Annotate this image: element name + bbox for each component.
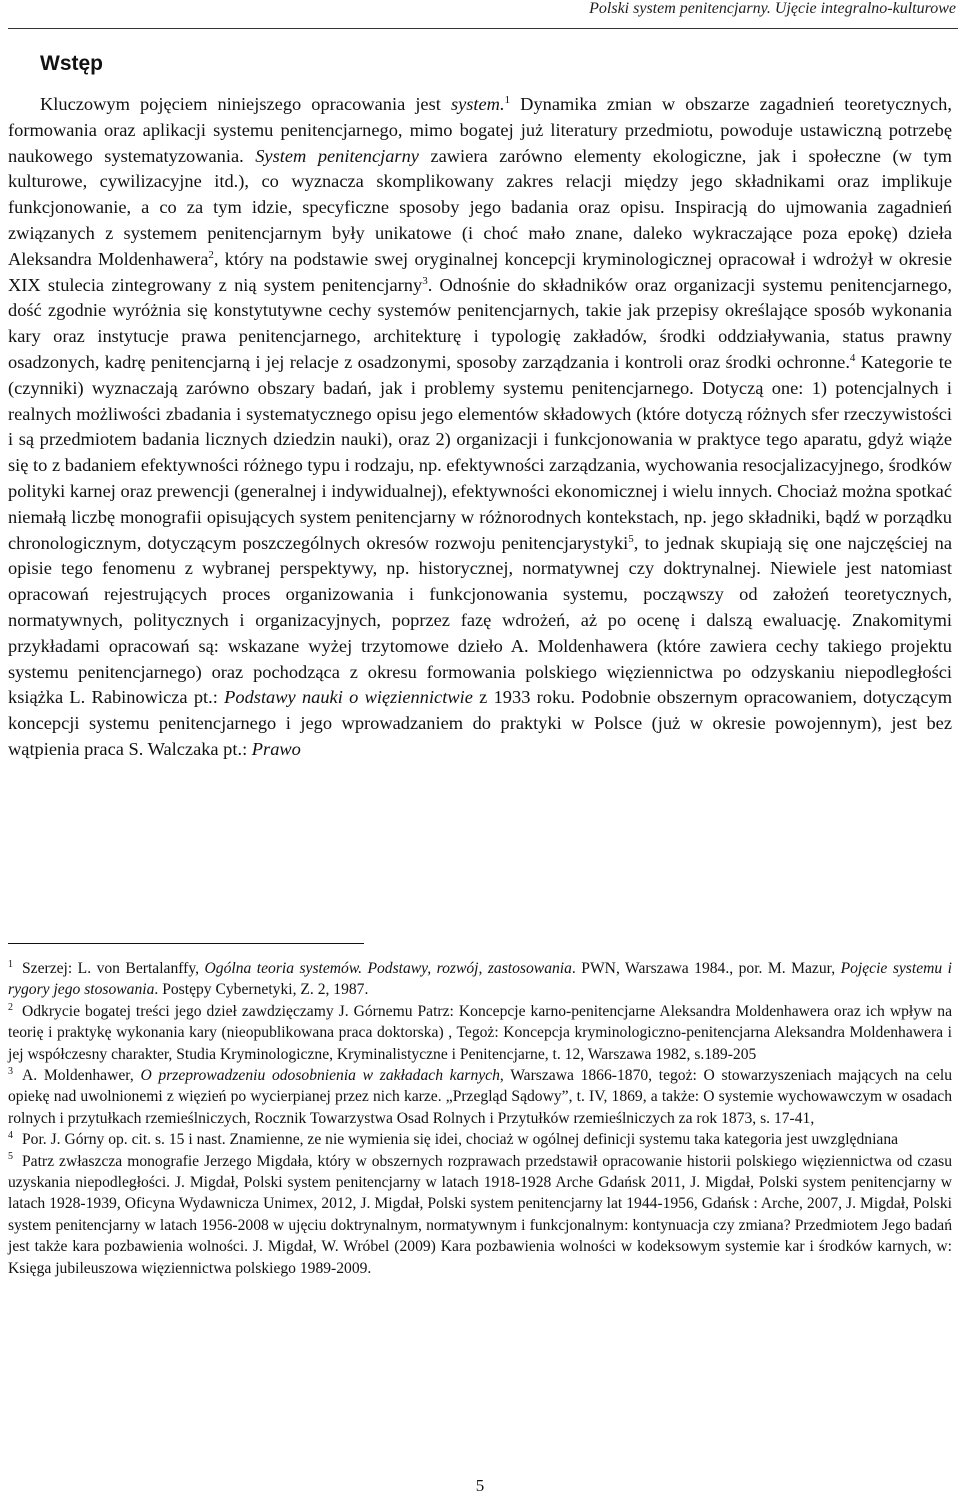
body-italic-text: System penitencjarny — [255, 145, 419, 166]
footnote-number: 1 — [8, 958, 13, 970]
footnote-ref[interactable]: 3 — [422, 274, 428, 287]
section-heading: Wstęp — [40, 52, 103, 75]
body-italic-text: Podstawy nauki o więziennictwie — [224, 687, 473, 708]
body-text: Kluczowym pojęciem niniejszego opracowania jest — [40, 94, 451, 114]
footnote-3 — [8, 1065, 952, 1129]
footnote-number: 2 — [8, 1001, 13, 1013]
footnote-5 — [8, 1151, 952, 1279]
footnotes — [8, 958, 952, 1279]
body-paragraph — [8, 92, 952, 763]
footnote-text: . Postępy Cybernetyki, Z. 2, 1987. — [154, 981, 369, 999]
footnote-text: Patrz zwłaszcza monografie Jerzego Migdała, który w obszernych rozprawach przedstawił opracowanie historii polskiego więziennictwa od czasu uzyskania niepodległości. J. Migdał, Polski system penitencjarny w latach 1918-1928 Arche Gdańsk 2011, J. Migdał, Polski system penitencjarny w latach 1928-1939, Oficyna Wydawnicza Unimex, 2012, J. Migdał, Polski system penitencjarny lat 1944-1956, Gdańsk : Arche, 2007, J. Migdał, Polski system penitencjarny w latach 1956-2008 w ujęciu doktrynalnym, normatywnym i funkcjonalnym: kontynuacja czy zmiana? Przedmiotem Jego badań jest także kara pozbawienia wolności. J. Migdał, W. Wróbel (2009) Kara pozbawienia wolności w kodeksowym systemie kar i środków karnych, w: Księga jubileuszowa więziennictwa polskiego 1989-2009. — [8, 1152, 952, 1277]
footnote-italic-text: Ogólna teoria systemów. Podstawy, rozwój, zastosowania — [204, 960, 572, 977]
footnote-4 — [8, 1129, 952, 1150]
body-italic-text: Prawo — [251, 738, 301, 759]
body-text: . Odnośnie do składników oraz organizacji systemu penitencjarnego, dość zgodnie wyróżnia się konstytutywne cechy systemów penitencjarnych, takie jak przepisy określające sposób wykonania kary oraz instytucje prawa penitencjarnego, architekturę i typologię zakładów, środki oddziaływania, status prawny osadzonych, kadrę penitencjarną i jej relacje z osadzonymi, sposoby zarządzania i kontroli oraz środki ochronne. — [8, 274, 952, 372]
footnote-text: , Warszawa 1866-1870, tegoż: O stowarzyszeniach mających na celu opiekę nad uwolnionemi z więzień po wycierpianej przez nich karze. „Przegląd Sądowy”, t. IV, 1869, a także: O systemie wychowawczym w osadach rolnych i przytułkach rzemieślniczych, Rocznik Towarzystwa Osad Rolnych i Przytułków rzemieślniczych za rok 1873, s. 17-41, — [8, 1067, 952, 1127]
body-text: Kategorie te (czynniki) wyznaczają zarówno obszary badań, jak i problemy systemu penitencjarnego. Dotyczą one: 1) potencjalnych i realnych możliwości zbadania i systematycznego opisu jego elementów składowych (które dotyczą różnych sfer rzeczywistości i są przedmiotem badania licznych dziedzin nauki), oraz 2) organizacji i funkcjonowania w praktyce tego aparatu, gdyż wiąże się to z badaniem efektywności różnego typu i rodzaju, np. efektywności zarządzania, wychowania resocjalizacyjnego, środków polityki karnej oraz prewencji (generalnej i indywidualnej), efektywności ekonomicznej i wielu innych. Chociaż można spotkać niemałą liczbę monografii opisujących system penitencjarny w różnorodnych kontekstach, np. jego składniki, bądź w porządku chronologicznym, dotyczącym poszczególnych okresów rozwoju penitencjarystyki — [8, 351, 952, 553]
body-text: , który na podstawie swej oryginalnej koncepcji kryminologicznej opracował i wdrożył w okresie XIX stulecia zintegrowany z nią system penitencjarny — [8, 248, 952, 295]
body-text: Dynamika zmian w obszarze zagadnień teoretycznych, formowania oraz aplikacji systemu penitencjarnego, mimo bogatej już literatury przedmiotu, powoduje ustawiczną potrzebę naukowego systematyzowania. — [8, 94, 952, 166]
footnote-text: Szerzej: L. von Bertalanffy, — [22, 960, 205, 977]
footnote-2 — [8, 1001, 952, 1065]
body-text: , to jednak skupiają się one najczęściej na opisie tego fenomenu z wybranej perspektywy, np. historycznej, normatywnej czy doktrynalnej. Niewiele jest natomiast opracowań rejestrujących proces organizowania i funkcjonowania systemu, począwszy od założeń teoretycznych, normatywnych, politycznych i organizacyjnych, poprzez fazę wdrożeń, aż po ocenę i dalszą ewaluację. Znakomitymi przykładami opracowań są: wskazane wyżej trzytomowe dzieło A. Moldenhawera (które zawiera cechy takiego projektu systemu penitencjarnego) oraz pochodząca z okresu formowania polskiego więziennictwa po odzyskaniu niepodległości książka L. Rabinowicza pt.: — [8, 532, 952, 708]
footnote-text: . PWN, Warszawa 1984., por. M. Mazur, — [571, 960, 841, 977]
footnote-text: Odkrycie bogatej treści jego dzieł zawdzięczamy J. Górnemu Patrz: Koncepcje karno-penitencjarne Aleksandra Moldenhawera oraz ich wpływ na teorię i praktykę wykonania kary (nieopublikowana praca doktorska) , Tegoż: Koncepcja kryminologiczno-penitencjarna Aleksandra Moldenhawera i jej współczesny charakter, Studia Kryminologiczne, Kryminalistyczne i Penitencjarne, t. 12, Warszawa 1982, s.189-205 — [8, 1002, 952, 1063]
footnote-ref[interactable]: 5 — [628, 532, 634, 545]
footnote-number: 3 — [8, 1065, 13, 1077]
footnote-separator — [8, 943, 364, 944]
page-number: 5 — [475, 1476, 485, 1495]
footnote-1 — [8, 958, 952, 1001]
running-header — [8, 0, 958, 29]
footnote-ref[interactable]: 4 — [849, 351, 856, 364]
footnote-italic-text: Pojęcie systemu i rygory jego stosowania — [8, 960, 952, 999]
body-text: z 1933 roku. Podobnie obszernym opracowaniem, dotyczącym koncepcji systemu penitencjarnego i jego wprowadzaniem do praktyki w Polsce (już w okresie powojennym), jest bez wątpienia praca S. Walczaka pt.: — [8, 687, 953, 759]
footnote-ref[interactable]: 1 — [504, 93, 511, 106]
footnote-ref[interactable]: 2 — [208, 248, 214, 261]
footnote-italic-text: O przeprowadzeniu odosobnienia w zakładach karnych — [140, 1067, 500, 1085]
body-italic-text: system. — [450, 94, 505, 114]
footnote-number: 5 — [8, 1151, 13, 1163]
header-title: Polski system penitencjarny. Ujęcie integralno-kulturowe — [589, 0, 956, 17]
body-text: zawiera zarówno elementy ekologiczne, jak i społeczne (w tym kulturowe, cywilizacyjne itd.), co wyznacza skomplikowany zakres relacji między jego składnikami oraz implikuje funkcjonowanie, a co za tym idzie, specyficzne sposoby jego badania oraz opisu. Inspiracją do ujmowania zagadnień związanych z systemem penitencjarnym były unikatowe (i choć mało znane, daleko wykraczające poza epokę) dzieła Aleksandra Moldenhawera — [8, 145, 952, 269]
footnote-text: Por. J. Górny op. cit. s. 15 i nast. Znamienne, ze nie wymienia się idei, chociaż w ogólnej definicji systemu taka kategoria jest uwzględniana — [22, 1131, 899, 1149]
footnote-text: A. Moldenhawer, — [22, 1067, 141, 1085]
footnote-number: 4 — [8, 1130, 13, 1142]
